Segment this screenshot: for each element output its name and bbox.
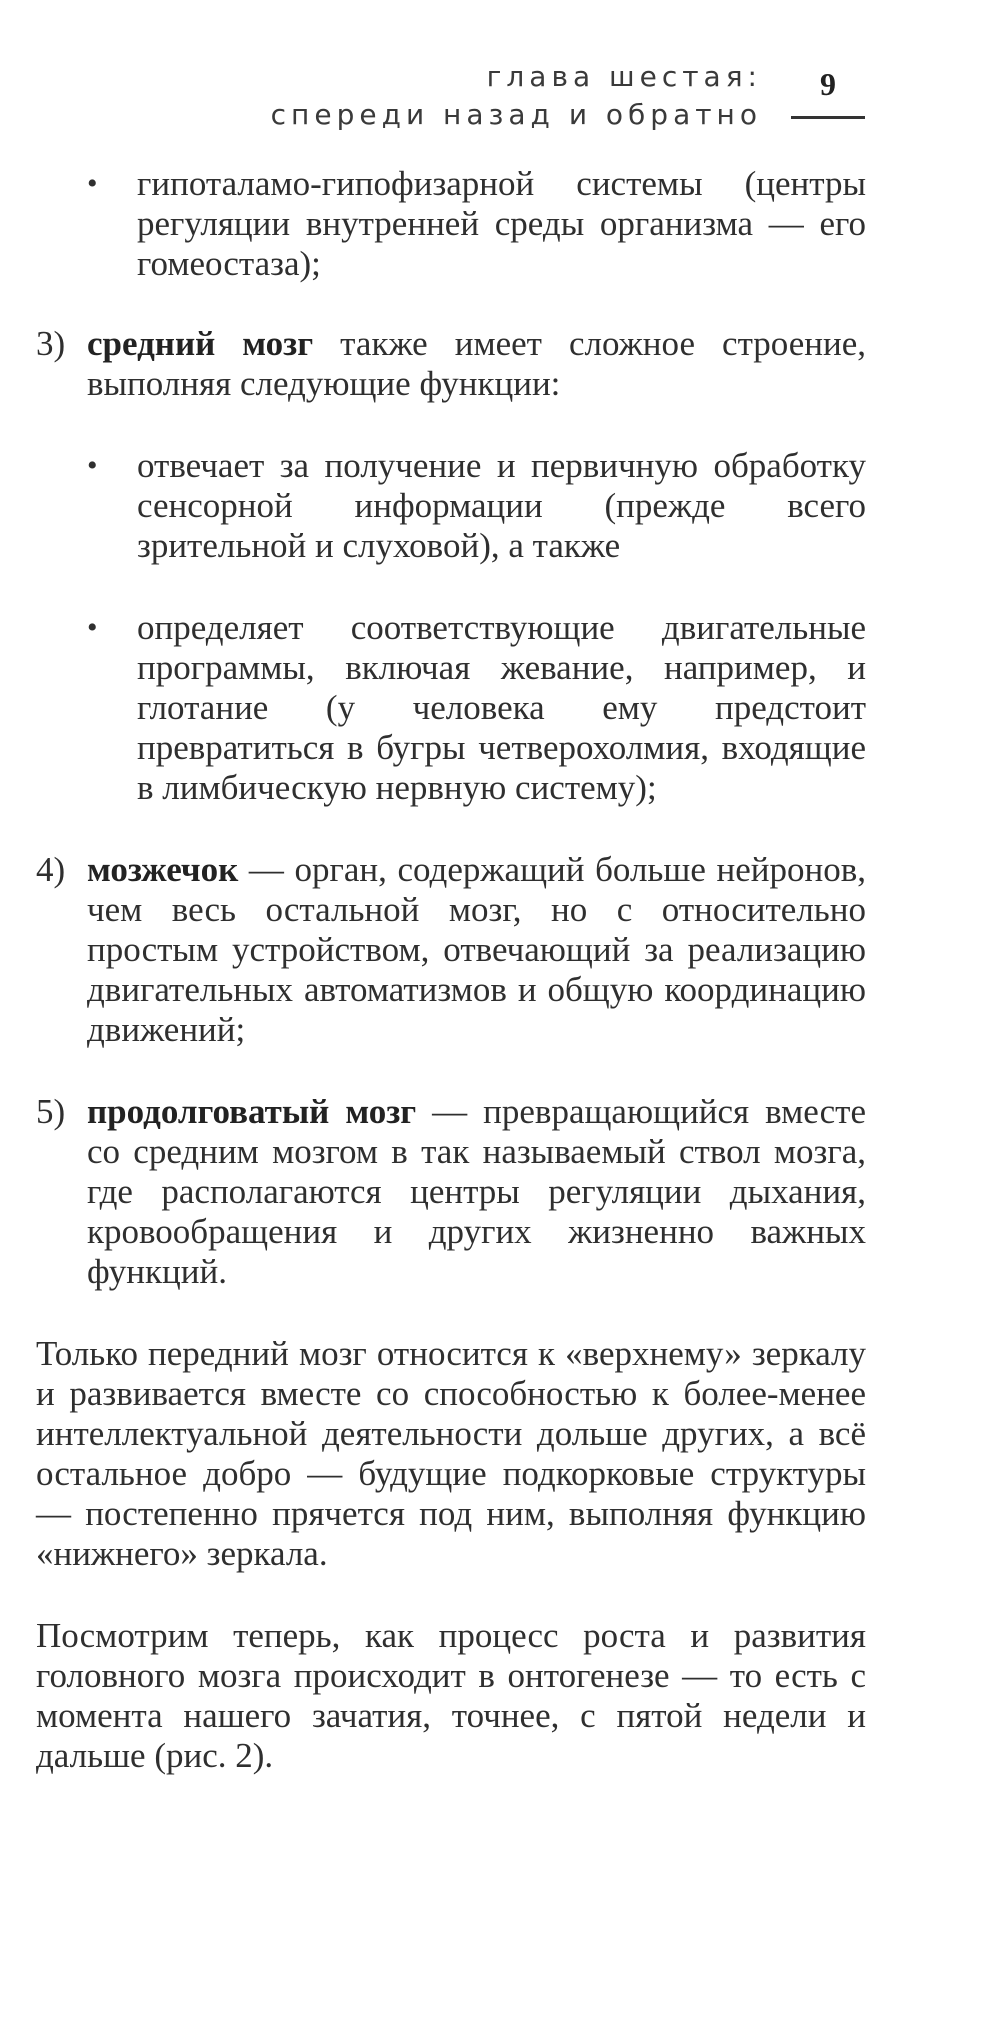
item-term: мозжечок bbox=[87, 850, 239, 889]
item-text: — орган, содержащий больше нейронов, чем весь остальной мозг, но с относительно простым устройством, отвечающий за реализацию двигательных автоматизмов и общую координацию движений; bbox=[87, 850, 866, 1049]
page-number-rule bbox=[791, 116, 865, 119]
bullet-item-motor bbox=[36, 608, 866, 808]
running-head bbox=[271, 58, 762, 134]
bullet-icon: • bbox=[87, 167, 98, 200]
bullet-item-hypothalamic bbox=[36, 164, 866, 284]
paragraph-forebrain: Только передний мозг относится к «верхнему» зеркалу и развивается вместе со способностью к более-менее интеллектуальной деятельности дольше других, а всё остальное добро — будущие подкорковые структуры — постепенно прячется под ним, выполняя функцию «нижнего» зеркала. bbox=[36, 1334, 866, 1573]
bullet-icon: • bbox=[87, 449, 98, 482]
item-term: средний мозг bbox=[87, 324, 314, 363]
item-text: также имеет сложное строение, выполняя следующие функции: bbox=[87, 324, 866, 403]
chapter-title-line-1: глава шестая: bbox=[486, 60, 762, 93]
item-term: продолговатый мозг bbox=[87, 1092, 417, 1131]
numbered-item-5 bbox=[36, 1092, 866, 1292]
item-marker: 3) bbox=[36, 324, 66, 363]
bullet-text: отвечает за получение и первичную обработку сенсорной информации (прежде всего зрительной и слуховой), а также bbox=[137, 446, 866, 565]
numbered-item-3 bbox=[36, 324, 866, 404]
body-text bbox=[36, 164, 866, 1776]
item-text: — превращающийся вместе со средним мозгом в так называемый ствол мозга, где располагаются центры регуляции дыхания, кровообращения и других жизненно важных функций. bbox=[87, 1092, 866, 1291]
bullet-text: определяет соответствующие двигательные программы, включая жевание, например, и глотание (у человека ему предстоит превратиться в бугры четверохолмия, входящие в лимбическую нервную систему); bbox=[137, 608, 866, 807]
item-marker: 4) bbox=[36, 850, 66, 889]
page-number: 9 bbox=[820, 66, 836, 102]
paragraph-ontogenesis: Посмотрим теперь, как процесс роста и развития головного мозга происходит в онтогенезе — то есть с момента нашего зачатия, точнее, с пятой недели и дальше (рис. 2). bbox=[36, 1616, 866, 1775]
bullet-text: гипоталамо-гипофизарной системы (центры регуляции внутренней среды организма — его гомеостаза); bbox=[137, 164, 866, 283]
item-marker: 5) bbox=[36, 1092, 66, 1131]
bullet-icon: • bbox=[87, 611, 98, 644]
bullet-item-sensory bbox=[36, 446, 866, 566]
chapter-title-line-2: спереди назад и обратно bbox=[270, 98, 762, 131]
numbered-item-4 bbox=[36, 850, 866, 1050]
